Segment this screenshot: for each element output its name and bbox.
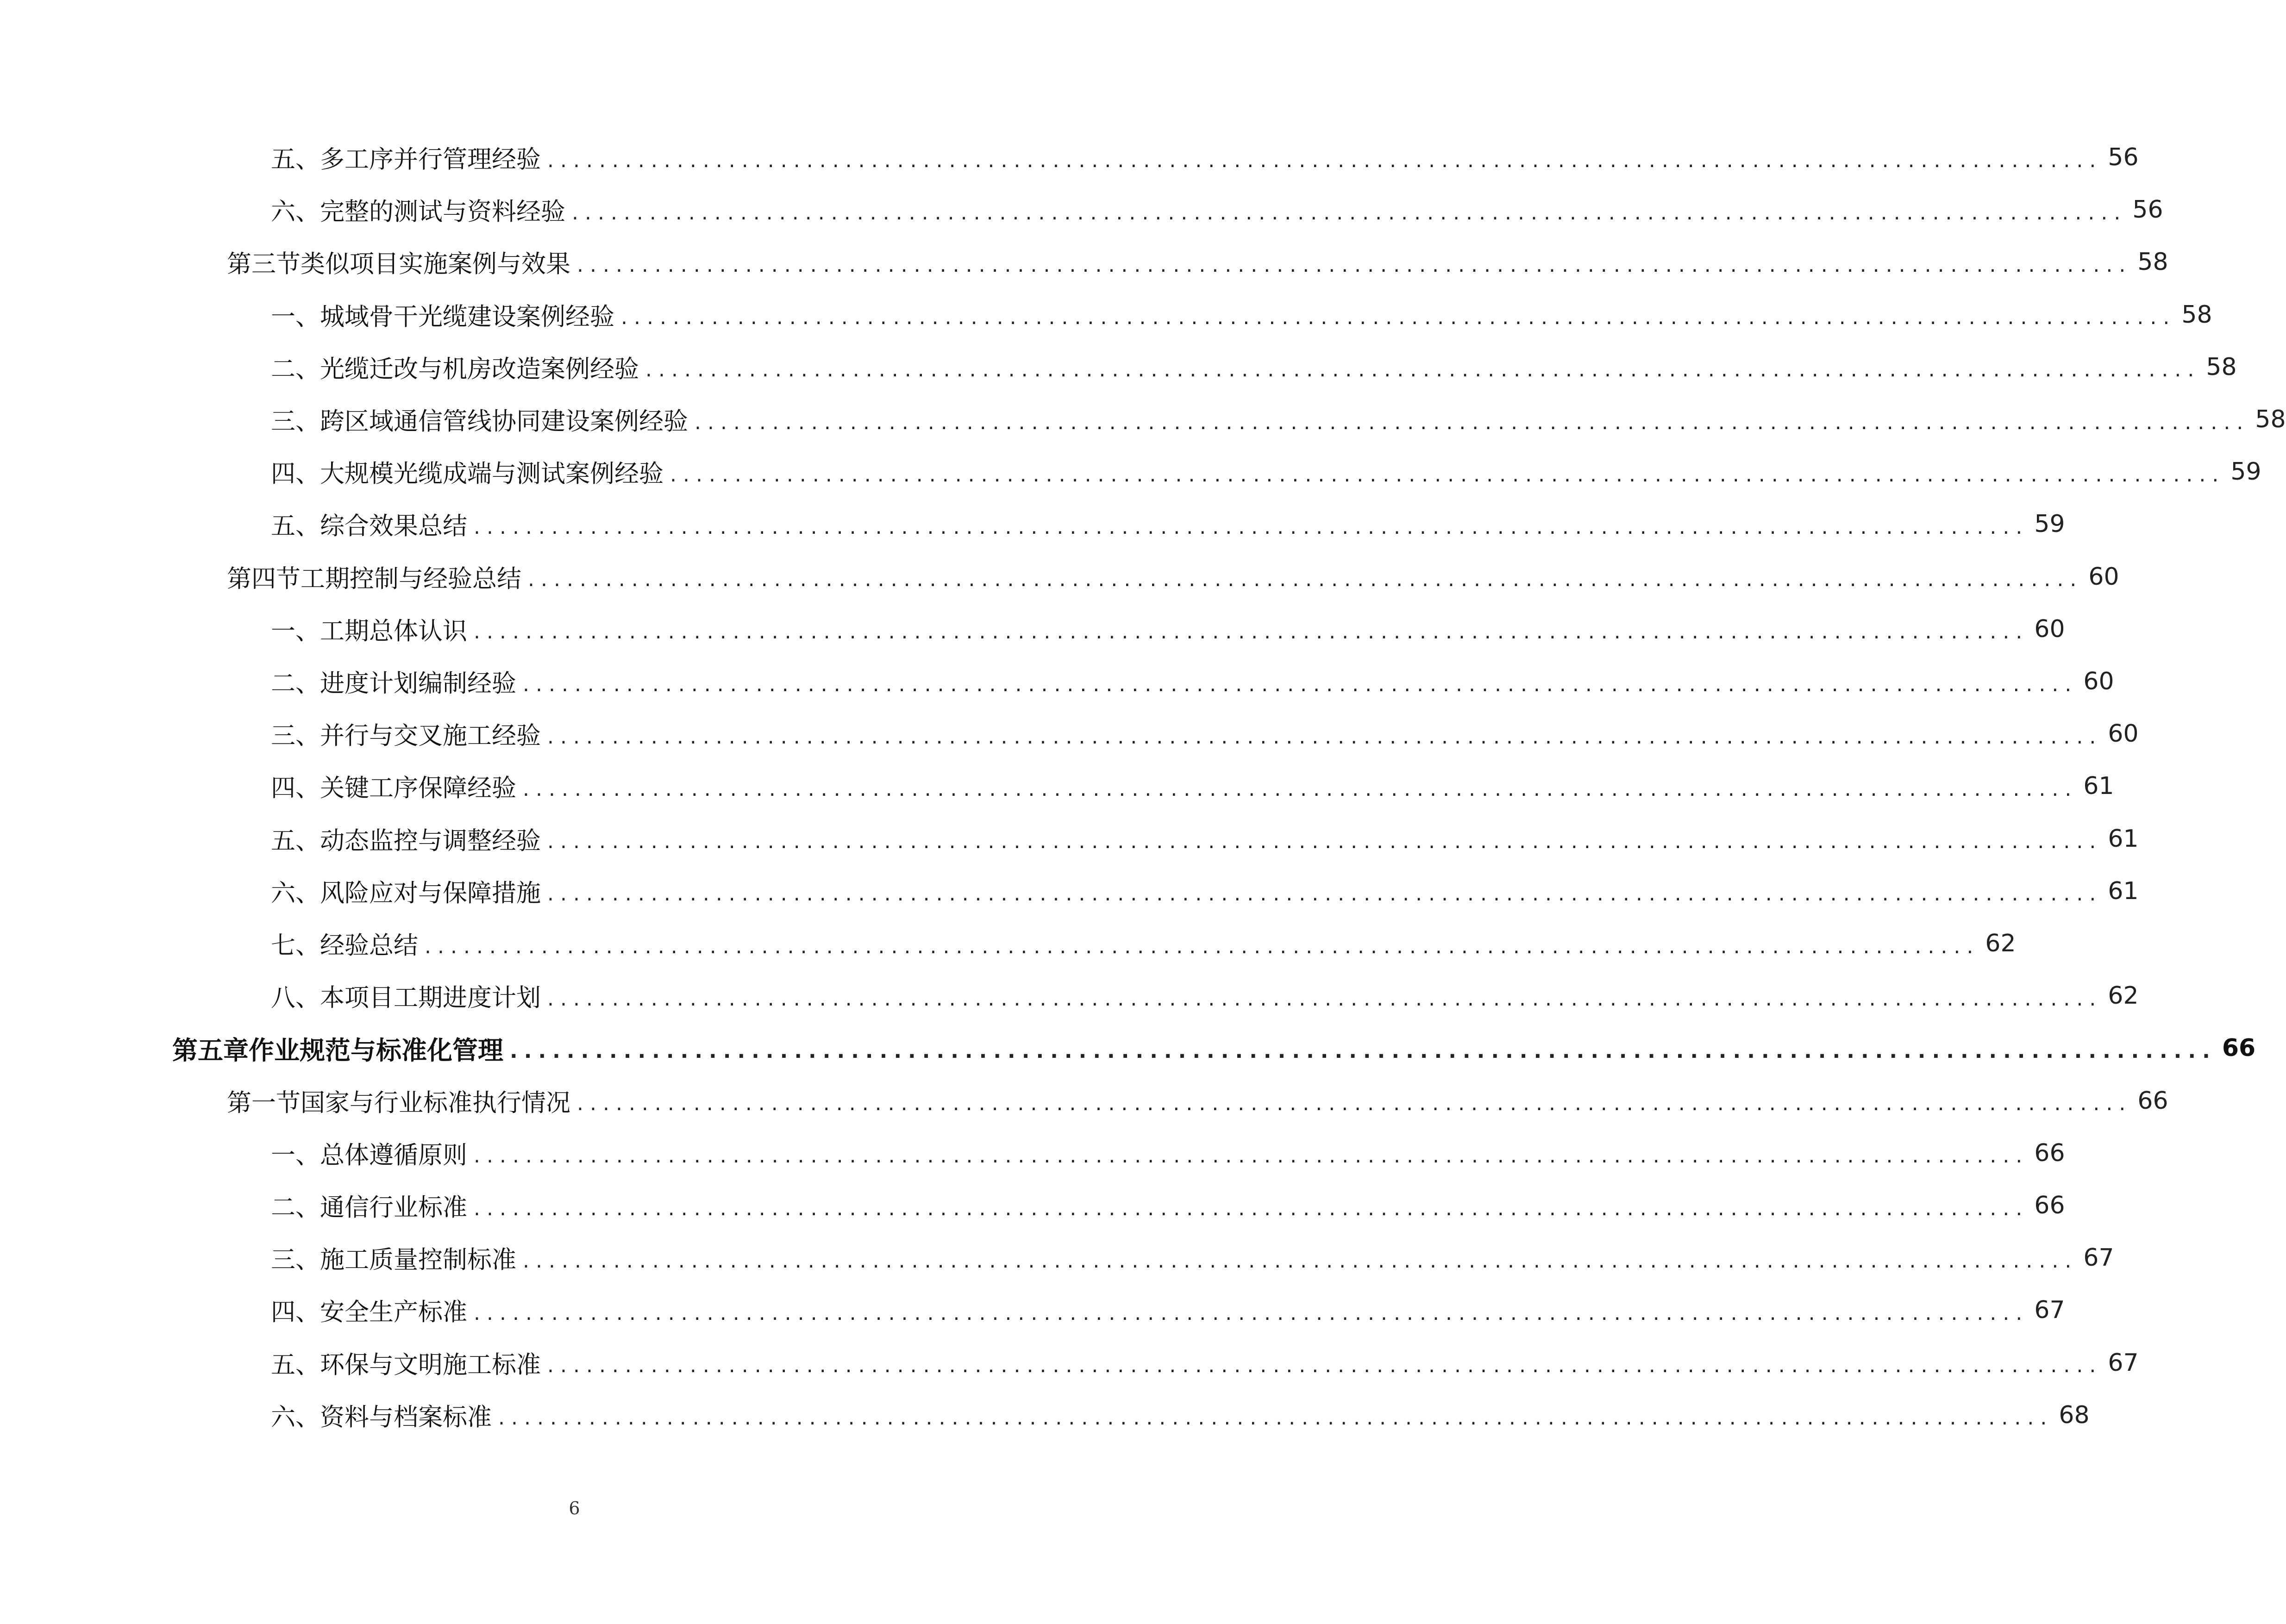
toc-entry-number: 六、 <box>271 1403 320 1431</box>
toc-dot-leader: ........................................................................................................................ <box>547 882 2103 906</box>
toc-entry-number: 二、 <box>271 669 320 698</box>
toc-entry-title: 关键工序保障经验 <box>320 774 516 803</box>
toc-entry-title: 城域骨干光缆建设案例经验 <box>320 302 614 331</box>
toc-dot-leader: ........................................................................................................................ <box>577 1092 2132 1116</box>
toc-entry-page: 62 <box>2108 982 2139 1010</box>
toc-entry-page: 61 <box>2108 877 2139 905</box>
toc-dot-leader: ........................................................................................................................ <box>510 1039 2217 1063</box>
toc-entry-title: 本项目工期进度计划 <box>320 984 541 1012</box>
toc-dot-leader: ........................................................................................................................ <box>645 358 2201 382</box>
toc-dot-leader: ........................................................................................................................ <box>577 253 2132 277</box>
toc-entry[interactable] <box>0 187 2163 233</box>
toc-entry[interactable] <box>0 344 2237 390</box>
toc-entry-title: 进度计划编制经验 <box>320 669 516 698</box>
toc-entry-page: 58 <box>2137 248 2168 276</box>
toc-entry-title: 并行与交叉施工经验 <box>320 722 541 750</box>
toc-entry-page: 56 <box>2132 196 2163 224</box>
toc-entry-page: 67 <box>2034 1296 2065 1324</box>
toc-entry-page: 67 <box>2083 1244 2114 1272</box>
toc-entry-number: 四、 <box>271 460 320 488</box>
toc-entry[interactable] <box>0 449 2261 495</box>
toc-entry-title: 环保与文明施工标准 <box>320 1350 541 1379</box>
toc-entry[interactable] <box>0 1287 2065 1333</box>
toc-entry-number: 二、 <box>271 355 320 383</box>
toc-entry-page: 60 <box>2108 720 2139 748</box>
toc-entry-page: 58 <box>2181 300 2212 329</box>
toc-entry-number: 三、 <box>271 1246 320 1274</box>
toc-entry-title: 风险应对与保障措施 <box>320 879 541 907</box>
toc-entry[interactable] <box>0 501 2065 547</box>
toc-entry-title: 经验总结 <box>320 931 418 960</box>
toc-entry-title: 施工质量控制标准 <box>320 1246 516 1274</box>
toc-entry-title: 作业规范与标准化管理 <box>249 1035 504 1065</box>
toc-dot-leader: ........................................................................................................................ <box>498 1406 2054 1430</box>
toc-entry[interactable] <box>0 1340 2139 1386</box>
toc-entry-number: 八、 <box>271 984 320 1012</box>
toc-entry[interactable] <box>0 134 2139 181</box>
toc-entry-number: 第四节 <box>227 564 301 593</box>
toc-entry-number: 第五章 <box>172 1035 249 1065</box>
toc-entry[interactable] <box>0 606 2065 652</box>
toc-entry-page: 66 <box>2222 1034 2256 1062</box>
toc-entry-title: 资料与档案标准 <box>320 1403 492 1431</box>
toc-entry-title: 安全生产标准 <box>320 1298 467 1327</box>
toc-entry-number: 一、 <box>271 302 320 331</box>
page-number: 6 <box>569 1498 580 1518</box>
toc-entry-page: 60 <box>2088 562 2119 591</box>
toc-entry-page: 66 <box>2034 1139 2065 1167</box>
toc-entry[interactable] <box>0 1025 2256 1071</box>
toc-entry[interactable] <box>0 554 2119 600</box>
toc-entry[interactable] <box>0 1078 2168 1124</box>
toc-entry-number: 三、 <box>271 407 320 436</box>
toc-entry[interactable] <box>0 1392 2090 1438</box>
toc-entry-page: 58 <box>2255 406 2286 433</box>
toc-entry-number: 一、 <box>271 617 320 645</box>
toc-entry[interactable] <box>0 1130 2065 1176</box>
toc-entry-number: 三、 <box>271 722 320 750</box>
toc-entry-page: 61 <box>2083 772 2114 800</box>
toc-entry-number: 七、 <box>271 931 320 960</box>
toc-entry-number: 五、 <box>271 512 320 541</box>
toc-dot-leader: ........................................................................................................................ <box>523 777 2078 801</box>
toc-entry[interactable] <box>0 816 2139 862</box>
toc-entry-title: 综合效果总结 <box>320 512 467 541</box>
toc-entry-page: 60 <box>2034 615 2065 643</box>
toc-entry[interactable] <box>0 973 2139 1019</box>
toc-entry-number: 五、 <box>271 145 320 174</box>
toc-entry-number: 五、 <box>271 826 320 855</box>
toc-entry-number: 六、 <box>271 198 320 226</box>
toc-dot-leader: ........................................................................................................................ <box>670 462 2225 487</box>
toc-entry[interactable] <box>0 868 2139 914</box>
toc-entry[interactable] <box>0 658 2114 705</box>
toc-entry-number: 一、 <box>271 1141 320 1169</box>
toc-entry-title: 动态监控与调整经验 <box>320 826 541 855</box>
toc-entry-page: 56 <box>2108 144 2139 171</box>
toc-entry-title: 总体遵循原则 <box>320 1141 467 1169</box>
toc-entry-title: 类似项目实施案例与效果 <box>301 250 570 279</box>
toc-entry[interactable] <box>0 1235 2114 1281</box>
toc-dot-leader: ........................................................................................................................ <box>547 725 2103 749</box>
toc-dot-leader: ........................................................................................................................ <box>528 568 2083 592</box>
toc-dot-leader: ........................................................................................................................ <box>474 620 2029 644</box>
toc-entry[interactable] <box>0 1182 2065 1229</box>
toc-entry[interactable] <box>0 292 2212 338</box>
toc-entry-page: 61 <box>2108 824 2139 853</box>
toc-entry-page: 62 <box>1985 930 2016 957</box>
toc-entry[interactable] <box>0 763 2114 809</box>
toc-dot-leader: ........................................................................................................................ <box>547 987 2103 1011</box>
toc-entry-page: 68 <box>2059 1401 2090 1429</box>
toc-entry-number: 五、 <box>271 1350 320 1379</box>
toc-entry-title: 大规模光缆成端与测试案例经验 <box>320 460 664 488</box>
toc-entry-title: 光缆迁改与机房改造案例经验 <box>320 355 639 383</box>
toc-dot-leader: ........................................................................................................................ <box>425 934 1980 958</box>
toc-entry-page: 60 <box>2083 668 2114 695</box>
toc-entry-number: 第三节 <box>227 250 301 279</box>
toc-entry-title: 国家与行业标准执行情况 <box>301 1088 570 1117</box>
toc-dot-leader: ........................................................................................................................ <box>547 830 2103 854</box>
toc-entry-number: 六、 <box>271 879 320 907</box>
toc-entry-number: 第一节 <box>227 1088 301 1117</box>
toc-dot-leader: ........................................................................................................................ <box>547 1354 2103 1378</box>
toc-dot-leader: ........................................................................................................................ <box>547 148 2103 172</box>
toc-entry-page: 67 <box>2108 1349 2139 1377</box>
toc-dot-leader: ........................................................................................................................ <box>621 306 2176 330</box>
toc-dot-leader: ........................................................................................................................ <box>523 1249 2078 1273</box>
toc-dot-leader: ........................................................................................................................ <box>572 200 2127 225</box>
toc-entry-title: 跨区域通信管线协同建设案例经验 <box>320 407 688 436</box>
toc-entry-title: 通信行业标准 <box>320 1193 467 1222</box>
toc-entry-number: 四、 <box>271 1298 320 1327</box>
toc-dot-leader: ........................................................................................................................ <box>474 515 2029 539</box>
toc-entry-title: 完整的测试与资料经验 <box>320 198 565 226</box>
toc-entry-page: 59 <box>2230 458 2261 486</box>
toc-entry[interactable] <box>0 396 2286 443</box>
toc-entry-title: 工期总体认识 <box>320 617 467 645</box>
toc-dot-leader: ........................................................................................................................ <box>695 410 2250 434</box>
toc-entry-number: 二、 <box>271 1193 320 1222</box>
toc-entry-title: 多工序并行管理经验 <box>320 145 541 174</box>
toc-dot-leader: ........................................................................................................................ <box>474 1144 2029 1168</box>
toc-entry-page: 66 <box>2034 1192 2065 1219</box>
toc-dot-leader: ........................................................................................................................ <box>474 1301 2029 1325</box>
toc-entry-page: 59 <box>2034 510 2065 538</box>
toc-entry[interactable] <box>0 239 2168 285</box>
toc-dot-leader: ........................................................................................................................ <box>523 672 2078 696</box>
toc-entry[interactable] <box>0 711 2139 757</box>
toc-entry[interactable] <box>0 920 2016 967</box>
toc-entry-page: 58 <box>2206 353 2237 381</box>
toc-entry-page: 66 <box>2137 1087 2168 1115</box>
toc-dot-leader: ........................................................................................................................ <box>474 1196 2029 1220</box>
toc-entry-title: 工期控制与经验总结 <box>301 564 521 593</box>
toc-entry-number: 四、 <box>271 774 320 803</box>
